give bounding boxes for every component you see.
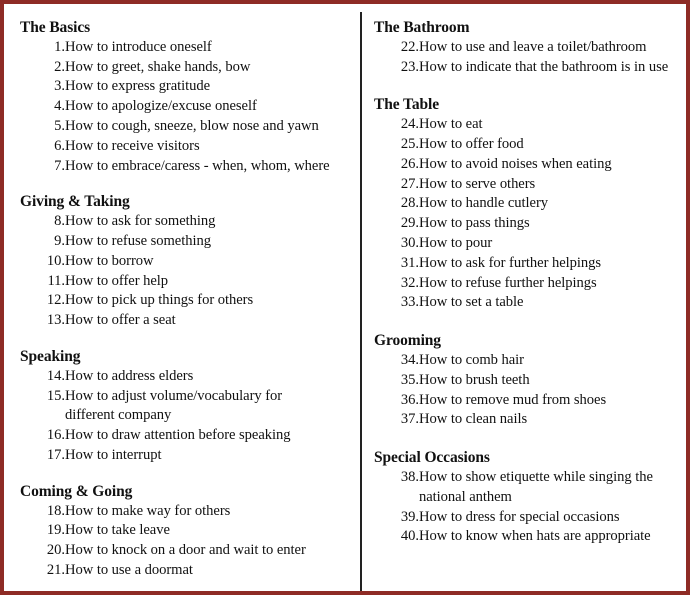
list-item [20,426,356,446]
list-item [374,410,688,430]
item-number: 9. [54,232,65,249]
list-item [374,274,688,294]
item-text: How to show etiquette while singing the national anthem [419,468,653,505]
list-item [374,135,688,155]
item-text: How to interrupt [65,446,162,463]
list-item [20,541,356,561]
left-column [20,18,356,581]
list-item [374,527,688,547]
list-item [20,367,356,387]
item-text: How to refuse something [65,232,211,249]
item-text: How to greet, shake hands, bow [65,58,251,75]
item-number: 5. [54,117,65,134]
list-item [374,194,688,214]
list-item [374,508,688,528]
item-number: 23. [400,58,419,75]
list-item [20,157,356,177]
section-the-basics [20,18,356,176]
item-number: 20. [46,542,65,559]
item-text: How to handle cutlery [419,195,549,212]
item-number: 22. [400,38,419,55]
item-number: 34. [400,351,419,368]
item-text: How to brush teeth [419,371,530,388]
item-text: How to clean nails [419,411,528,428]
item-number: 39. [400,508,419,525]
item-text: How to embrace/caress - when, whom, where [65,157,330,174]
list-item [374,234,688,254]
section-speaking [20,347,356,466]
section-heading: Giving & Taking [20,193,130,211]
item-number: 37. [400,411,419,428]
item-number: 15. [46,387,65,404]
item-text: How to address elders [65,367,194,384]
right-column [374,18,688,547]
item-text: How to eat [419,116,483,133]
list-item [20,446,356,466]
list-item [20,561,356,581]
item-number: 26. [400,155,419,172]
item-text: How to take leave [65,522,170,539]
item-number: 25. [400,135,419,152]
list-item [20,137,356,157]
item-number: 2. [54,58,65,75]
list-item [374,351,688,371]
item-number: 11. [47,272,65,289]
list-item [374,58,688,78]
item-number: 21. [46,561,65,578]
list-item [20,252,356,272]
item-text: How to dress for special occasions [419,508,620,525]
column-divider [360,12,362,591]
item-text: How to ask for something [65,213,216,230]
list-item [374,371,688,391]
item-text: How to offer food [419,135,524,152]
item-number: 1. [54,38,65,55]
list-item [374,391,688,411]
item-text: How to ask for further helpings [419,254,602,271]
item-text: How to adjust volume/vocabulary for different company [65,387,283,424]
item-text: How to set a table [419,294,524,311]
section-coming-going [20,482,356,581]
item-number: 33. [400,294,419,311]
list-item [374,175,688,195]
section-heading: Coming & Going [20,482,133,500]
list-item [20,291,356,311]
section-heading: Grooming [374,332,441,350]
item-text: How to make way for others [65,502,231,519]
item-number: 32. [400,274,419,291]
list-item [20,311,356,331]
item-number: 28. [400,195,419,212]
section-heading: Special Occasions [374,449,490,467]
section-heading: The Bathroom [374,19,470,36]
section-grooming [374,331,688,430]
item-text: How to draw attention before speaking [65,427,291,444]
item-number: 31. [400,254,419,271]
item-text: How to use a doormat [65,561,193,578]
list-item [20,272,356,292]
item-number: 19. [46,522,65,539]
section-special-occasions [374,448,688,547]
list-item [20,97,356,117]
section-heading: The Basics [20,19,91,36]
item-text: How to use and leave a toilet/bathroom [419,38,647,55]
item-number: 13. [46,312,65,329]
item-number: 40. [400,528,419,545]
list-item [374,254,688,274]
item-text: How to refuse further helpings [419,274,597,291]
item-text: How to offer a seat [65,312,176,329]
list-item [20,502,356,522]
item-text: How to borrow [65,252,154,269]
list-item [20,117,356,137]
item-number: 17. [46,446,65,463]
item-number: 27. [400,175,419,192]
item-text: How to apologize/excuse oneself [65,98,257,115]
item-text: How to remove mud from shoes [419,391,607,408]
item-number: 10. [46,252,65,269]
list-item [374,155,688,175]
item-text: How to indicate that the bathroom is in use [419,58,669,75]
section-the-table [374,95,688,313]
item-text: How to know when hats are appropriate [419,528,651,545]
item-number: 4. [54,98,65,115]
item-text: How to comb hair [419,351,524,368]
list-item [20,58,356,78]
section-giving-taking [20,192,356,331]
list-item [374,38,688,58]
item-number: 14. [46,367,65,384]
item-number: 30. [400,234,419,251]
item-text: How to express gratitude [65,78,211,95]
item-number: 29. [400,215,419,232]
list-item [374,293,688,313]
list-item [20,521,356,541]
item-number: 3. [54,78,65,95]
item-number: 12. [46,292,65,309]
item-text: How to receive visitors [65,137,200,154]
item-text: How to pick up things for others [65,292,254,309]
item-number: 38. [400,468,419,485]
section-heading: Speaking [20,347,81,365]
item-text: How to introduce oneself [65,38,212,55]
item-number: 7. [54,157,65,174]
item-number: 24. [400,116,419,133]
item-text: How to serve others [419,175,536,192]
list-item [20,387,356,427]
item-number: 36. [400,391,419,408]
item-text: How to avoid noises when eating [419,155,612,172]
list-item [20,232,356,252]
section-the-bathroom [374,18,688,77]
section-heading: The Table [374,96,440,114]
list-item [20,77,356,97]
list-item [374,468,688,508]
item-number: 18. [46,502,65,519]
item-text: How to pour [419,234,493,251]
item-text: How to offer help [65,272,169,289]
item-number: 8. [54,213,65,230]
list-item [20,212,356,232]
item-text: How to cough, sneeze, blow nose and yawn [65,117,319,134]
item-text: How to knock on a door and wait to enter [65,542,306,559]
item-text: How to pass things [419,215,530,232]
list-item [374,115,688,135]
list-item [20,38,356,58]
item-number: 6. [54,137,65,154]
list-item [374,214,688,234]
item-number: 16. [46,427,65,444]
item-number: 35. [400,371,419,388]
